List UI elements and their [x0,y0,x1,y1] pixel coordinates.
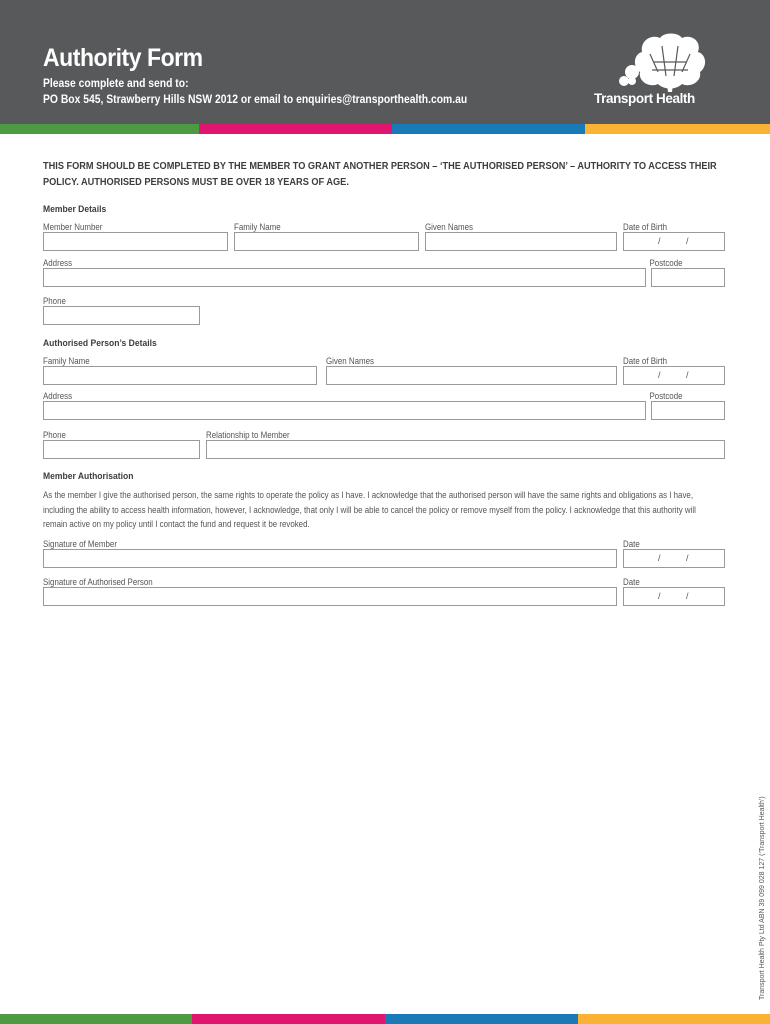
date-separator: / [686,591,689,601]
auth-address-label: Address [43,391,73,401]
authorised-signature-date-label: Date [623,577,640,587]
postal-address: PO Box 545, Strawberry Hills NSW 2012 or email to enquiries@transporthealth.com.au [43,94,468,106]
member-dob-field[interactable] [623,232,725,251]
brand-logo-text: Transport Health [594,91,695,106]
date-separator: / [658,370,661,380]
authorisation-line-1: As the member I give the authorised person, the same rights to operate the policy as I have. I acknowledge that the authorised person will have the same rights and obligations as I have, [43,490,694,500]
authorisation-text [43,488,696,532]
date-separator: / [686,553,689,563]
auth-dob-field[interactable] [623,366,725,385]
auth-given-names-label: Given Names [326,356,374,366]
member-dob-label: Date of Birth [623,222,668,232]
member-family-name-field[interactable] [234,232,419,251]
auth-address-field[interactable] [43,401,646,420]
relationship-label: Relationship to Member [206,430,290,440]
auth-dob-label: Date of Birth [623,356,668,366]
date-separator: / [686,236,689,246]
member-phone-label: Phone [43,296,66,306]
auth-given-names-field[interactable] [326,366,617,385]
authorisation-line-3: remain active on my policy until I contact the fund and request it be revoked. [43,519,310,529]
member-given-names-field[interactable] [425,232,617,251]
member-given-names-label: Given Names [425,222,473,232]
auth-family-name-label: Family Name [43,356,90,366]
age-notice [43,159,717,191]
member-postcode-label: Postcode [649,258,683,268]
member-number-field[interactable] [43,232,228,251]
relationship-field[interactable] [206,440,725,459]
auth-postcode-field[interactable] [651,401,725,420]
auth-postcode-label: Postcode [649,391,683,401]
member-number-label: Member Number [43,222,103,232]
color-stripe-top [0,124,770,134]
member-signature-field[interactable] [43,549,617,568]
member-address-field[interactable] [43,268,646,287]
company-footnote: Transport Health Pty Ltd ABN 39 099 028 127 (‘Transport Health’) [759,796,766,1000]
member-signature-date-field[interactable] [623,549,725,568]
date-separator: / [658,553,661,563]
member-address-label: Address [43,258,73,268]
member-family-name-label: Family Name [234,222,281,232]
notice-line-2: POLICY. AUTHORISED PERSONS MUST BE OVER 18 YEARS OF AGE. [43,177,349,188]
notice-line-1: THIS FORM SHOULD BE COMPLETED BY THE MEMBER TO GRANT ANOTHER PERSON – ‘THE AUTHORISED PERSON’ – AUTHORITY TO ACCESS THEIR [43,161,717,172]
color-stripe-bottom [0,1014,770,1024]
page-title: Authority Form [43,44,203,72]
authorised-signature-field[interactable] [43,587,617,606]
send-instructions: Please complete and send to: [43,78,189,90]
auth-family-name-field[interactable] [43,366,317,385]
member-phone-field[interactable] [43,306,200,325]
header-banner [0,0,770,124]
member-signature-date-label: Date [623,539,640,549]
date-separator: / [658,591,661,601]
auth-phone-field[interactable] [43,440,200,459]
authorisation-line-2: including the ability to access health information, however, I acknowledge, that only I will be able to cancel the policy or remove myself from the policy. I acknowledge that this authority will [43,504,696,515]
member-authorisation-heading: Member Authorisation [43,471,134,482]
date-separator: / [686,370,689,380]
authorised-details-heading: Authorised Person’s Details [43,338,157,349]
member-signature-label: Signature of Member [43,539,117,549]
member-postcode-field[interactable] [651,268,725,287]
authorised-signature-date-field[interactable] [623,587,725,606]
date-separator: / [658,236,661,246]
member-details-heading: Member Details [43,204,107,215]
auth-phone-label: Phone [43,430,66,440]
authorised-signature-label: Signature of Authorised Person [43,577,153,587]
